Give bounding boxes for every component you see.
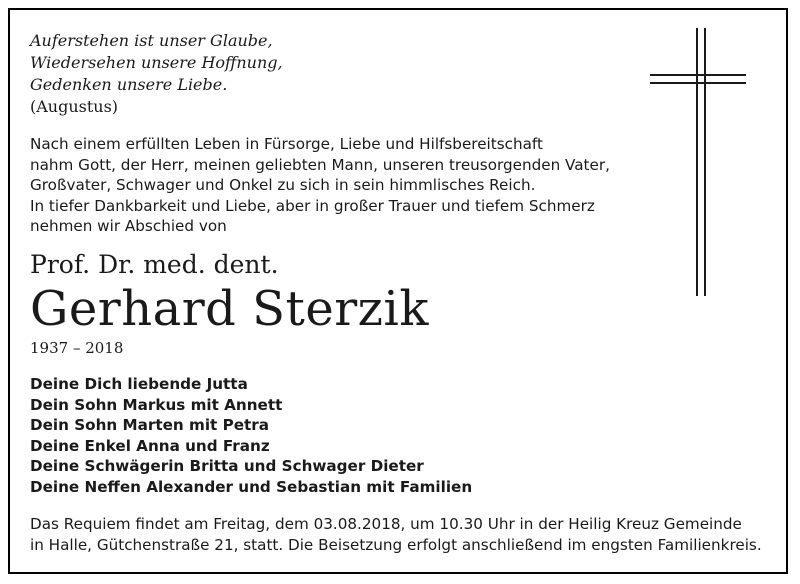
verse-block (30, 30, 283, 118)
service-info (30, 514, 762, 556)
verse-line: Auferstehen ist unser Glaube, (30, 31, 273, 50)
verse-line: Wiedersehen unsere Hoffnung, (30, 53, 283, 72)
mourner-line: Deine Enkel Anna und Franz (30, 436, 270, 455)
service-line: in Halle, Gütchenstraße 21, statt. Die Beisetzung erfolgt anschließend im engsten Familienkreis. (30, 536, 762, 554)
verse-line: Gedenken unsere Liebe. (30, 75, 228, 94)
deceased-name: Gerhard Sterzik (30, 281, 429, 337)
announcement-line: In tiefer Dankbarkeit und Liebe, aber in großer Trauer und tiefem Schmerz (30, 196, 595, 215)
academic-title: Prof. Dr. med. dent. (30, 250, 279, 279)
service-line: Das Requiem findet am Freitag, dem 03.08.2018, um 10.30 Uhr in der Heilig Kreuz Gemeinde (30, 515, 742, 533)
mourner-line: Deine Dich liebende Jutta (30, 375, 248, 393)
announcement-line: Nach einem erfüllten Leben in Fürsorge, Liebe und Hilfsbereitschaft (30, 135, 543, 153)
announcement-line: Großvater, Schwager und Onkel zu sich in sein himmlisches Reich. (30, 176, 536, 194)
mourner-line: Dein Sohn Markus mit Annett (30, 395, 283, 414)
mourners-list (30, 374, 472, 497)
verse-author: (Augustus) (30, 97, 119, 116)
announcement-line: nehmen wir Abschied von (30, 217, 227, 235)
mourner-line: Deine Neffen Alexander und Sebastian mit Familien (30, 477, 473, 496)
life-dates: 1937 – 2018 (30, 339, 124, 357)
announcement-text (30, 134, 610, 237)
cross-icon (650, 28, 746, 296)
mourner-line: Dein Sohn Marten mit Petra (30, 416, 270, 434)
announcement-line: nahm Gott, der Herr, meinen geliebten Mann, unseren treusorgenden Vater, (30, 155, 610, 174)
mourner-line: Deine Schwägerin Britta und Schwager Dieter (30, 457, 424, 475)
